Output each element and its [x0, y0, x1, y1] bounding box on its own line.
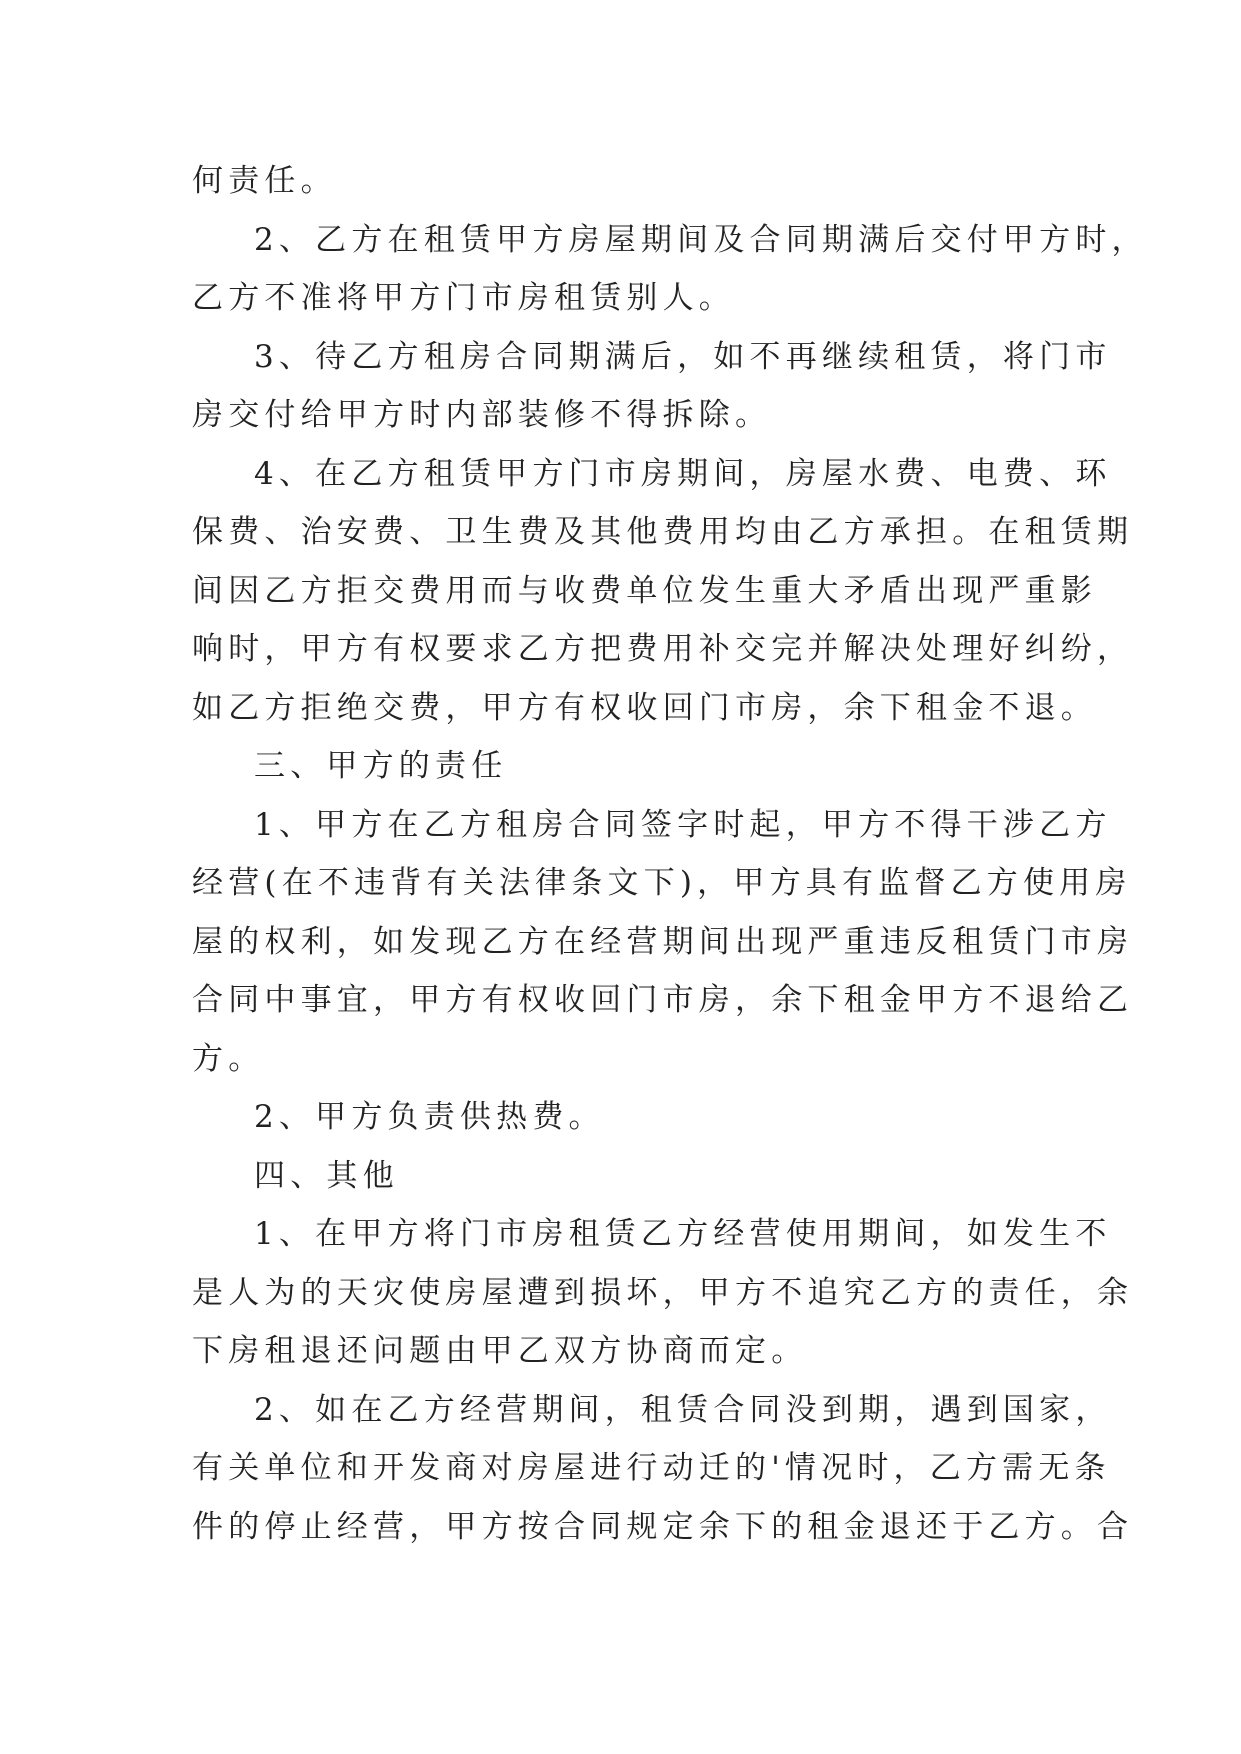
text-line: 方。	[192, 1040, 265, 1077]
text-line: 响时，甲方有权要求乙方把费用补交完并解决处理好纠纷，	[192, 631, 1134, 667]
text-line: 有关单位和开发商对房屋进行动迁的'情况时，乙方需无条	[192, 1450, 1111, 1486]
text-line: 1、在甲方将门市房租赁乙方经营使用期间，如发生不	[254, 1216, 1112, 1252]
section-heading: 四、其他	[254, 1157, 399, 1194]
text-line: 4、在乙方租赁甲方门市房期间，房屋水费、电费、环	[254, 455, 1112, 492]
text-line: 房交付给甲方时内部装修不得拆除。	[192, 397, 772, 433]
text-line: 下房租退还问题由甲乙双方协商而定。	[192, 1333, 808, 1369]
text-line: 是人为的天灾使房屋遭到损坏，甲方不追究乙方的责任，余	[192, 1274, 1134, 1311]
text-line: 何责任。	[192, 163, 337, 199]
text-line: 2、如在乙方经营期间，租赁合同没到期，遇到国家，	[254, 1391, 1112, 1428]
text-line: 件的停止经营，甲方按合同规定余下的租金退还于乙方。合	[192, 1508, 1134, 1545]
text-line: 1、甲方在乙方租房合同签字时起，甲方不得干涉乙方	[254, 806, 1112, 843]
contract-text-body	[192, 152, 1148, 1556]
text-line: 乙方不准将甲方门市房租赁别人。	[192, 280, 735, 316]
text-line: 间因乙方拒交费用而与收费单位发生重大矛盾出现严重影	[192, 572, 1097, 609]
text-line: 屋的权利，如发现乙方在经营期间出现严重违反租赁门市房	[192, 923, 1134, 960]
text-line: 2、甲方负责供热费。	[254, 1099, 605, 1135]
text-line: 3、待乙方租房合同期满后，如不再继续租赁，将门市	[254, 338, 1112, 375]
text-line: 合同中事宜，甲方有权收回门市房，余下租金甲方不退给乙	[192, 982, 1134, 1018]
section-heading: 三、甲方的责任	[254, 748, 508, 784]
text-line: 保费、治安费、卫生费及其他费用均由乙方承担。在租赁期	[192, 514, 1134, 550]
text-line: 2、乙方在租赁甲方房屋期间及合同期满后交付甲方时，	[254, 221, 1148, 258]
text-line: 如乙方拒绝交费，甲方有权收回门市房，余下租金不退。	[192, 689, 1097, 726]
text-line: 经营(在不违背有关法律条文下)，甲方具有监督乙方使用房	[192, 865, 1132, 901]
